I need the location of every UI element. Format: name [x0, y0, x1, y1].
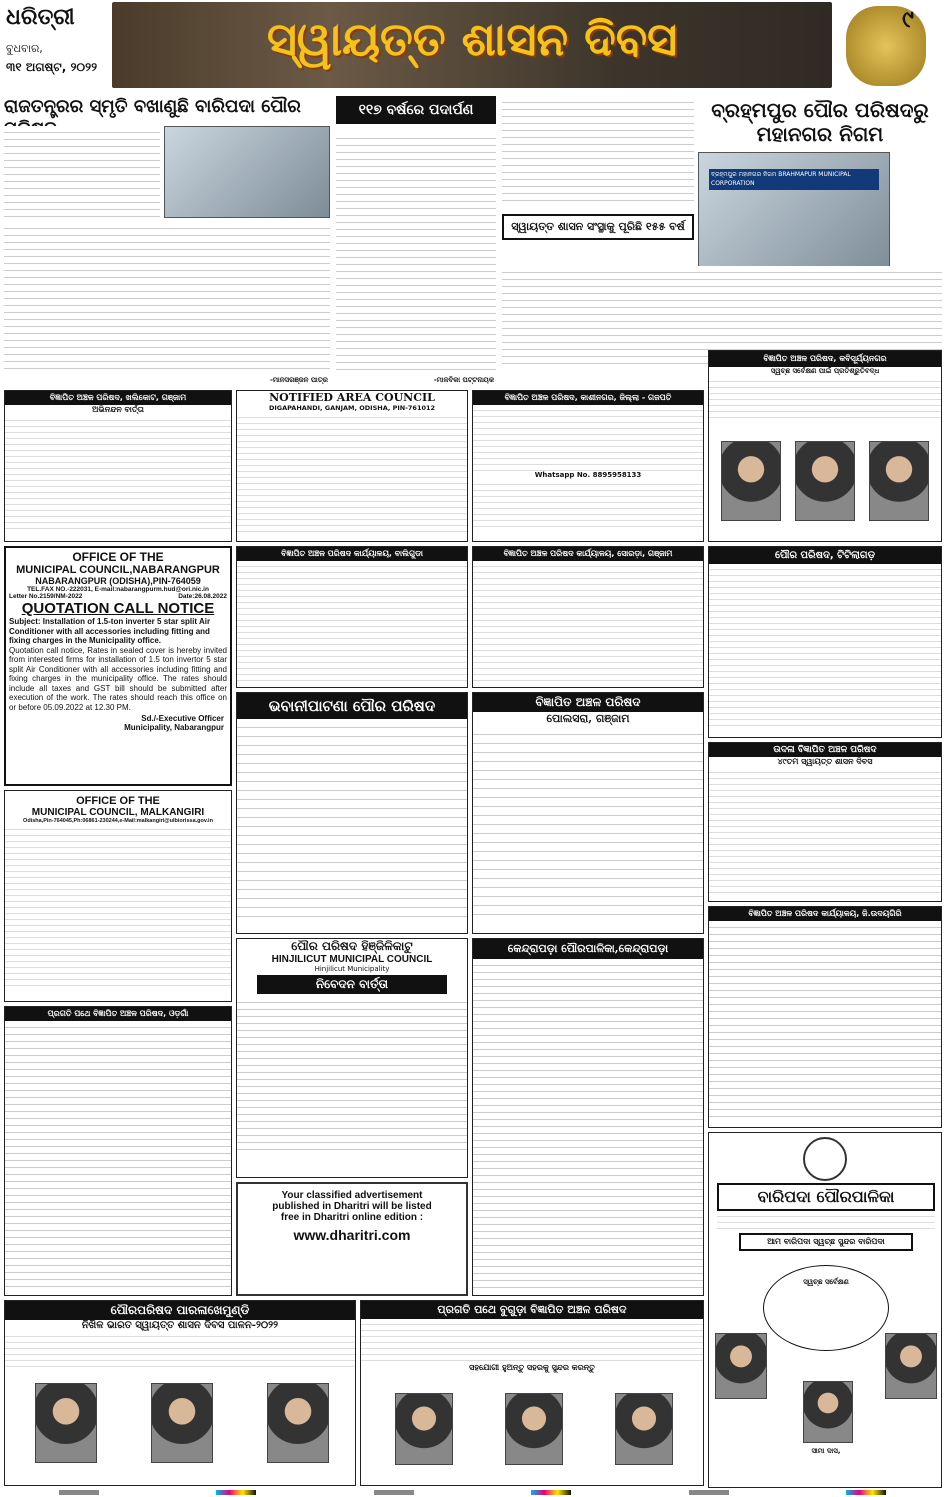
masthead-date: ୩୧ ଅଗଷ୍ଟ, ୨୦୨୨: [6, 60, 98, 74]
nabarangpur-l2: MUNICIPAL COUNCIL,NABARANGPUR: [16, 564, 220, 576]
baripada-building-photo: [164, 126, 330, 218]
portrait-buguda-1: [395, 1393, 453, 1465]
hinjilicut-fb: Hinjilicut Municipality: [314, 965, 390, 973]
ad-digapahandi-address: DIGAPAHANDI, GANJAM, ODISHA, PIN-761012: [268, 404, 436, 412]
registration-mark: [216, 1490, 256, 1495]
nabarangpur-date: Date:26.08.2022: [178, 593, 227, 600]
ad-bhawanipatna: [236, 692, 468, 934]
nabarangpur-sign2: Municipality, Nabarangpur: [124, 723, 224, 732]
ad-kendrapara: [472, 938, 704, 1296]
hinjilicut-sub: ନିବେଦନ ବାର୍ତ୍ତା: [257, 975, 447, 994]
portrait-paralakhemundi-3: [267, 1383, 329, 1463]
ad-udala: [708, 742, 942, 902]
ad-malkangiri-text: [5, 824, 231, 990]
story-baripada-text-2: [4, 222, 330, 372]
story-baripada: [4, 96, 332, 386]
ad-khariar: [4, 390, 232, 542]
nabarangpur-sign1: Sd./-Executive Officer: [141, 714, 224, 723]
ad-kashinagar-text: [473, 405, 703, 471]
nabarangpur-subject: Subject: Installation of 1.5-ton inverter 5 star split Air Conditioner with all accessories including fitting and fixing charges in the Municipality office.: [9, 617, 211, 645]
ad-malkangiri: [4, 790, 232, 1002]
baripada-muni-name1: ସୀମା ଦାସ,: [811, 1447, 841, 1455]
baripada-muni-sub: ଆମ ବାରିପଦା ସ୍ୱଚ୍ଛ ସୁନ୍ଦର ବାରିପଦା: [739, 1233, 913, 1251]
registration-mark: [531, 1490, 571, 1495]
portrait-baripada-1: [715, 1333, 767, 1399]
baripada-muni-text: [717, 1211, 935, 1231]
municipal-emblem-icon: [803, 1137, 847, 1181]
ad-soroda-title: ବିଜ୍ଞାପିତ ଅଞ୍ଚଳ ପରିଷଦ କାର୍ଯ୍ୟାଳୟ, ସୋରଡ଼ା, ଗଞ୍ଜାମ: [473, 547, 703, 561]
portrait-buguda-3: [615, 1393, 673, 1465]
ad-buguda-sub: ସହଯୋଗୀ ହୁଅନ୍ତୁ ସହରକୁ ସୁନ୍ଦର କରନ୍ତୁ: [469, 1363, 595, 1372]
ad-buguda-text: [361, 1319, 703, 1363]
story-berhampur-heading: ବ୍ରହ୍ମପୁର ପୌର ପରିଷଦରୁ ମହାନଗର ନିଗମ: [711, 98, 929, 146]
portrait-2: [795, 441, 855, 521]
ad-kendrapara-title: କେନ୍ଦ୍ରାପଡ଼ା ପୌରପାଳିକା,କେନ୍ଦ୍ରାପଡ଼ା: [473, 939, 703, 959]
ad-paralakhemundi-title: ପୌରପରିଷଦ ପାରଳାଖେମୁଣ୍ଡି: [5, 1301, 355, 1320]
ad-udala-title: ଉଦଳା ବିଜ୍ଞାପିତ ଅଞ୍ଚଳ ପରିଷଦ: [709, 743, 941, 757]
bmc-building-photo: [698, 152, 890, 276]
ad-titlagarh-title: ପୌର ପରିଷଦ, ଟିଟିଲାଗଡ଼: [709, 547, 941, 564]
malkangiri-l2: MUNICIPAL COUNCIL, MALKANGIRI: [31, 807, 205, 818]
story-berhampur-text: [502, 96, 694, 206]
paper-name: ଧରିତ୍ରୀ: [6, 4, 75, 30]
ad-kendrapara-text: [473, 959, 703, 1289]
ad-hinjilicut-text: [237, 996, 467, 1154]
ad-kabisurya-text: [709, 376, 941, 422]
lion-statue-image: [846, 6, 926, 86]
nabarangpur-letter: Letter No.2159/NM-2022: [9, 593, 83, 600]
story-baripada-text: [4, 126, 160, 218]
ad-paralakhemundi-text: [5, 1331, 355, 1367]
ad-kabisurya-title: ବିଜ୍ଞାପିତ ଅଞ୍ଚଳ ପରିଷଦ, କବିସୂର୍ଯ୍ୟନଗର: [709, 351, 941, 367]
ad-polasara-sub: ପୋଲସରା, ଗଞ୍ଜାମ: [546, 712, 630, 725]
ad-khariar-title: ବିଜ୍ଞାପିତ ଅଞ୍ଚଳ ପରିଷଦ, ଖଲିକୋଟ, ଗଞ୍ଜାମ: [5, 391, 231, 405]
masthead-day: ବୁଧବାର,: [6, 42, 43, 55]
ad-digapahandi-text: [237, 412, 467, 536]
story-berhampur: [502, 96, 942, 386]
hinjilicut-title: ପୌର ପରିଷଦ ହିଞ୍ଜିଳିକାଟୁ: [291, 939, 413, 953]
malkangiri-l1: OFFICE OF THE: [76, 795, 160, 807]
bmc-photo-caption: ସ୍ୱାୟତ୍ତ ଶାସନ ସଂସ୍ଥାକୁ ପୂରିଛି ୧୫୫ ବର୍ଷ: [502, 214, 694, 240]
portrait-baripada-3: [803, 1381, 853, 1443]
ad-digapahandi-title: NOTIFIED AREA COUNCIL: [269, 391, 435, 404]
nabarangpur-heading: QUOTATION CALL NOTICE: [21, 600, 215, 617]
hinjilicut-title-en: HINJILICUT MUNICIPAL COUNCIL: [271, 954, 433, 965]
ad-udala-sub: ୪୯ତମ ସ୍ୱାୟତ୍ତ ଶାସନ ଦିବସ: [777, 757, 873, 766]
nabarangpur-l1: OFFICE OF THE: [72, 550, 164, 564]
ad-udayagiri: [708, 906, 942, 1128]
story-baripada-heading: ରାଜତନ୍ତ୍ରର ସ୍ମୃତି ବଖାଣୁଛି ବାରିପଦା ପୌର: [4, 96, 301, 117]
story-117-byline: -ମାଳବିକା ପଟ୍ଟନାୟକ: [433, 375, 494, 384]
ad-buguda-title: ପ୍ରଗତି ପଥେ ବୁଗୁଡ଼ା ବିଜ୍ଞାପିତ ଅଞ୍ଚଳ ପରିଷଦ: [361, 1301, 703, 1319]
ad-udala-text: [709, 767, 941, 897]
portrait-3: [869, 441, 929, 521]
nabarangpur-contact: TEL.FAX NO.-222031, E-mail:nabarangpurm.hud@ori.nic.in: [27, 586, 209, 593]
ad-baripada-municipality: [708, 1132, 942, 1488]
ad-balugaon-title: ବିଜ୍ଞାପିତ ଅଞ୍ଚଳ ପରିଷଦ କାର୍ଯ୍ୟାଳୟ, ବାଲିଗୁଡା: [237, 547, 467, 561]
portrait-paralakhemundi-2: [151, 1383, 213, 1463]
ad-soroda: [472, 546, 704, 688]
ad-kashinagar-phone: Whatsapp No. 8895958133: [534, 471, 642, 479]
ad-bhawanipatna-text: [237, 719, 467, 925]
malkangiri-contact: Odisha,Pin-764045,Ph:06861-230244,e-Mail:malkangiri@ulbiorissa.gov.in: [23, 818, 213, 824]
story-117-years: [336, 96, 496, 386]
ad-digapahandi: [236, 390, 468, 542]
registration-mark: [846, 1490, 886, 1495]
ad-pragati-title: ପ୍ରଗତି ପଥେ ବିଜ୍ଞାପିତ ଅଞ୍ଚଳ ପରିଷଦ, ଓଡ଼ଗାଁ: [5, 1007, 231, 1021]
registration-mark: [689, 1490, 729, 1495]
ad-classified: [236, 1182, 468, 1296]
ad-bhawanipatna-title: ଭବାନୀପାଟଣା ପୌର ପରିଷଦ: [237, 693, 467, 719]
ad-kashinagar-title: ବିଜ୍ଞାପିତ ଅଞ୍ଚଳ ପରିଷଦ, କାଶୀନଗର, ଜିଲ୍ଲା - ଗଜପତି: [473, 391, 703, 405]
ad-khariar-subtitle: ଅଭିନନ୍ଦନ ବାର୍ତ୍ତା: [92, 405, 144, 414]
masthead: [0, 0, 945, 92]
classified-l1: Your classified advertisement: [281, 1190, 423, 1201]
nabarangpur-body: Quotation call notice, Rates in sealed cover is hereby invited from interested firms for installation of 1.5 ton invertor 5 star split Air Conditioner with all accessories including fitting and fixing charges in the municipality office. The rates should include all taxes and GST bill should be submitted after execution of the work. The rates should reach this office on or before 05.09.2022 at 12.30 PM.: [9, 645, 227, 712]
ad-udayagiri-text: [709, 921, 941, 1121]
baripada-muni-title: ବାରିପଦା ପୌରପାଳିକା: [717, 1183, 935, 1211]
ad-kashinagar-text-2: [473, 479, 703, 529]
classified-l2: published in Dharitri will be listed: [272, 1201, 432, 1212]
ad-nabarangpur: [4, 546, 232, 786]
story-117-heading: ୧୧୭ ବର୍ଷରେ ପଦାର୍ପଣ: [336, 96, 496, 124]
nabarangpur-l3: NABARANGPUR (ODISHA),PIN-764059: [35, 576, 201, 586]
ad-paralakhemundi-sub: ନିଖିଳ ଭାରତ ସ୍ୱାୟତ୍ତ ଶାସନ ଦିବସ ପାଳନ-୨୦୨୨: [81, 1320, 279, 1331]
story-117-text: [336, 132, 496, 372]
print-registration-strip: [0, 1488, 945, 1497]
ad-kashinagar: [472, 390, 704, 542]
ad-pragati-odagaon: [4, 1006, 232, 1296]
ad-pragati-text: [5, 1021, 231, 1287]
bmc-signboard: ବ୍ରହ୍ମପୁର ମହାନଗର ନିଗମ BRAHMAPUR MUNICIPAL CORPORATION: [709, 169, 879, 190]
classified-url: www.dharitri.com: [293, 1227, 411, 1243]
portrait-paralakhemundi-1: [35, 1383, 97, 1463]
ad-polasara-title: ବିଜ୍ଞାପିତ ଅଞ୍ଚଳ ପରିଷଦ: [473, 693, 703, 712]
story-baripada-byline: -ମାନସରଞ୍ଜନ ପାତ୍ର: [269, 375, 328, 384]
ad-titlagarh-text: [709, 564, 941, 730]
ad-buguda: [360, 1300, 704, 1486]
portrait-baripada-2: [885, 1333, 937, 1399]
ad-udayagiri-title: ବିଜ୍ଞାପିତ ଅଞ୍ଚଳ ପରିଷଦ କାର୍ଯ୍ୟାଳୟ, ଜି.ଉଦୟଗିରି: [709, 907, 941, 921]
ad-balugaon: [236, 546, 468, 688]
ad-hinjilicut: [236, 938, 468, 1178]
ad-polasara-text: [473, 726, 703, 922]
banner-title: ସ୍ୱାୟତ୍ତ ଶାସନ ଦିବସ: [266, 12, 678, 66]
registration-mark: [374, 1490, 414, 1495]
ad-paralakhemundi: [4, 1300, 356, 1486]
registration-mark: [59, 1490, 99, 1495]
ad-soroda-text: [473, 561, 703, 681]
portrait-buguda-2: [505, 1393, 563, 1465]
portrait-1: [721, 441, 781, 521]
ad-titlagarh: [708, 546, 942, 738]
classified-l3: free in Dharitri online edition :: [280, 1212, 424, 1223]
ad-polasara: [472, 692, 704, 934]
page-number: ୯: [902, 4, 914, 33]
ad-khariar-text: [5, 415, 231, 533]
ad-kabisurya-sub: ସ୍ୱଚ୍ଛ ସର୍ବେକ୍ଷଣ ପାଇଁ ପ୍ରତିଶ୍ରୁତିବଦ୍ଧ: [770, 367, 880, 375]
ad-kabisurya: [708, 350, 942, 542]
baripada-muni-caption: ସ୍ୱଚ୍ଛ ସର୍ବେକ୍ଷଣ: [763, 1265, 889, 1351]
ad-balugaon-text: [237, 561, 467, 681]
